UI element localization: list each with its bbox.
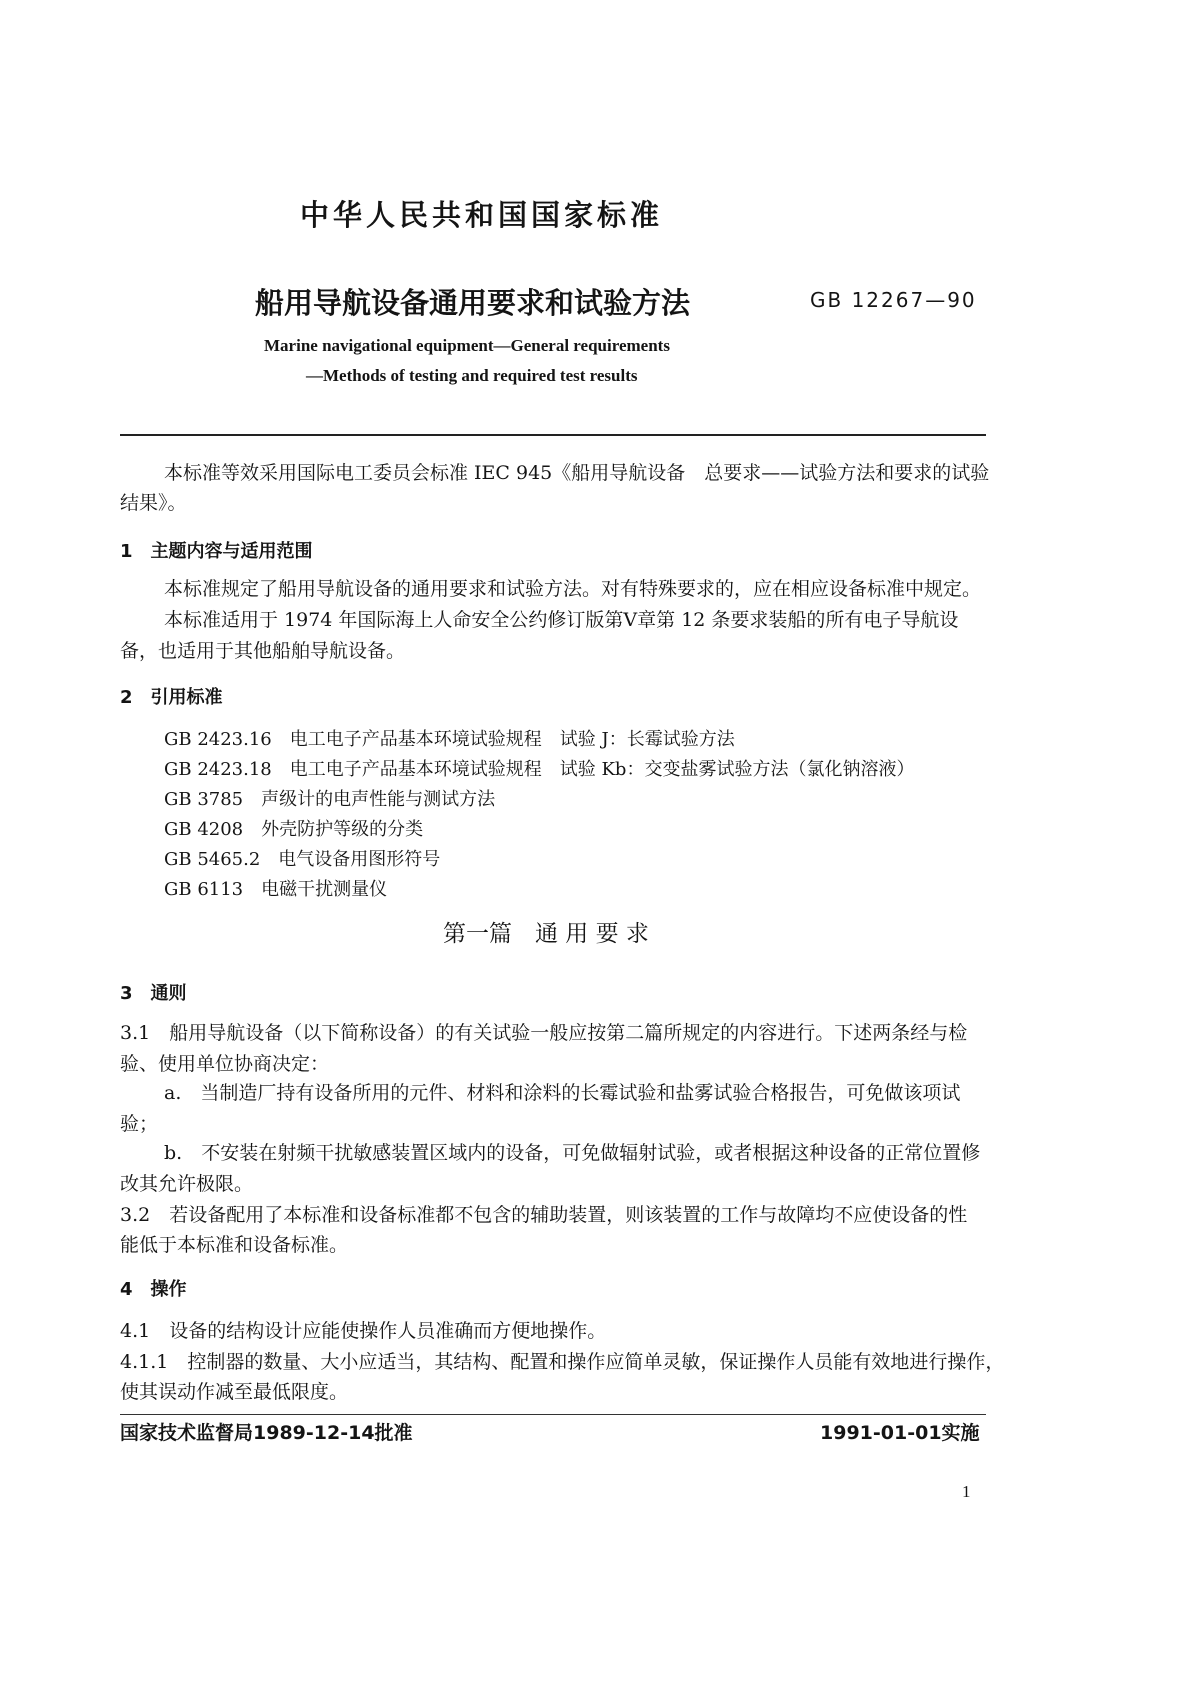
section-1-paragraph-2-line-1: 本标准适用于 1974 年国际海上人命安全公约修订版第Ⅴ章第 12 条要求装船的所有电子导航设 [164,609,959,631]
clause-3-1-line-2: 验、使用单位协商决定： [120,1053,330,1075]
clause-3-2-line-2: 能低于本标准和设备标准。 [120,1234,349,1256]
intro-line-1: 本标准等效采用国际电工委员会标准 IEC 945《船用导航设备 总要求——试验方法和要求的试验 [164,462,990,484]
clause-4-1: 4.1 设备的结构设计应能使操作人员准确而方便地操作。 [120,1320,607,1342]
header-divider [120,434,986,436]
reference-item: GB 6113 电磁干扰测量仪 [164,879,388,900]
part-title: 第一篇 通 用 要 求 [443,921,649,947]
clause-3-1-a-line-1: a. 当制造厂持有设备所用的元件、材料和涂料的长霉试验和盐雾试验合格报告，可免做该项试 [164,1082,961,1104]
reference-item: GB 4208 外壳防护等级的分类 [164,819,424,840]
effective-date: 1991-01-01实施 [820,1422,980,1444]
section-3-heading: 3 通则 [120,983,187,1004]
page-number: 1 [962,1482,971,1501]
clause-3-1-a-line-2: 验； [120,1113,159,1135]
clause-3-1-b-line-1: b. 不安装在射频干扰敏感装置区域内的设备，可免做辐射试验，或者根据这种设备的正常位置修 [164,1142,981,1164]
reference-item: GB 2423.18 电工电子产品基本环境试验规程 试验 Kb：交变盐雾试验方法（氯化钠溶液） [164,759,915,780]
issuing-authority: 中华人民共和国国家标准 [300,198,664,232]
section-2-heading: 2 引用标准 [120,687,223,708]
section-1-paragraph-1: 本标准规定了船用导航设备的通用要求和试验方法。对有特殊要求的，应在相应设备标准中规定。 [164,578,982,600]
section-1-paragraph-2-line-2: 备，也适用于其他船舶导航设备。 [120,640,406,662]
reference-item: GB 2423.16 电工电子产品基本环境试验规程 试验 J：长霉试验方法 [164,729,735,750]
clause-3-1-line-1: 3.1 船用导航设备（以下简称设备）的有关试验一般应按第二篇所规定的内容进行。下述两条经与检 [120,1022,968,1044]
document-title-en-line2: —Methods of testing and required test results [306,366,638,385]
reference-item: GB 5465.2 电气设备用图形符号 [164,849,441,870]
intro-line-2: 结果》。 [120,492,187,514]
section-1-heading: 1 主题内容与适用范围 [120,541,313,562]
clause-3-2-line-1: 3.2 若设备配用了本标准和设备标准都不包含的辅助装置，则该装置的工作与故障均不应使设备的性 [120,1204,968,1226]
approval-date: 国家技术监督局1989-12-14批准 [120,1422,413,1444]
clause-4-1-1-line-2: 使其误动作减至最低限度。 [120,1381,349,1403]
document-title-en-line1: Marine navigational equipment—General requirements [264,336,670,355]
section-4-heading: 4 操作 [120,1279,187,1300]
document-title-cn: 船用导航设备通用要求和试验方法 [255,286,691,320]
clause-3-1-b-line-2: 改其允许极限。 [120,1173,254,1195]
footer-divider [120,1414,986,1415]
clause-4-1-1-line-1: 4.1.1 控制器的数量、大小应适当，其结构、配置和操作应简单灵敏，保证操作人员能有效地进行操作， [120,1351,1005,1373]
reference-item: GB 3785 声级计的电声性能与测试方法 [164,789,496,810]
standard-number: GB 12267—90 [810,288,977,312]
